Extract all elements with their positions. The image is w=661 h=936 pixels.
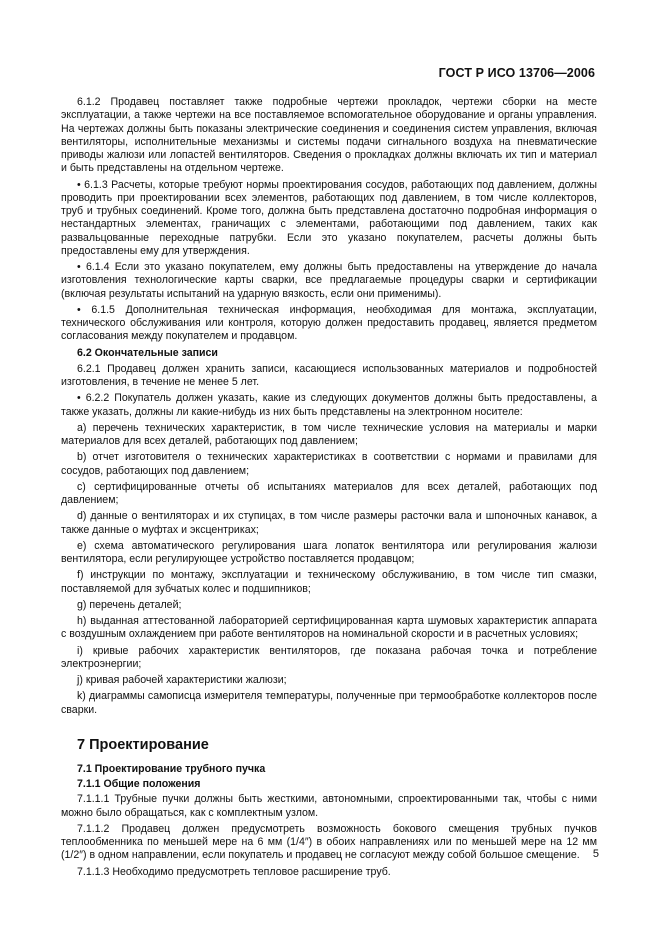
paragraph-6-1-4: • 6.1.4 Если это указано покупателем, ему должны быть предоставлены на утверждение до начала изготовления технологические карты сварки, все предлагаемые процедуры сварки и сертификации (включая результаты испытаний на ударную вязкость, если они применимы). [61, 261, 597, 300]
paragraph-6-1-2: 6.1.2 Продавец поставляет также подробные чертежи прокладок, чертежи сборки на месте эксплуатации, а также чертежи на все поставляемое вспомогательное оборудование и органы управления. На чертежах должны быть показаны электрические соединения и соединения систем управления, включая вентиляторы, исполнительные механизмы и системы подачи сигнального воздуха на пневматические приводы жалюзи или лопастей вентиляторов. Сведения о прокладках должны включать их тип и материал и быть представлены на отдельном чертеже. [61, 96, 597, 175]
heading-7-1: 7.1 Проектирование трубного пучка [77, 762, 266, 775]
list-item-e: e) схема автоматического регулирования шага лопаток вентилятора или регулирования жалюзи вентилятора, если регулирующее устройство поставляется продавцом; [61, 539, 597, 565]
paragraph-6-2-2: • 6.2.2 Покупатель должен указать, какие из следующих документов должны быть предоставлены, а также указать, должны ли какие-нибудь из них быть представлены на электронном носителе: [61, 392, 597, 418]
page-number: 5 [592, 848, 599, 860]
list-item-a: а) перечень технических характеристик, в том числе технические условия на материалы и марки материалов для всех деталей, работающих под давлением; [61, 421, 597, 447]
list-item-j: j) кривая рабочей характеристики жалюзи; [77, 674, 287, 686]
list-item-g: g) перечень деталей; [77, 598, 182, 611]
list-item-b: b) отчет изготовителя о технических характеристиках в соответствии с нормами и правилами для сосудов, работающих под давлением; [61, 451, 597, 477]
document-body [61, 96, 597, 882]
heading-6-2: 6.2 Окончательные записи [77, 346, 218, 359]
paragraph-7-1-1-3: 7.1.1.3 Необходимо предусмотреть тепловое расширение труб. [77, 865, 391, 878]
paragraph-6-2-1: 6.2.1 Продавец должен хранить записи, касающиеся использованных материалов и подробностей изготовления, в течение не менее 5 лет. [61, 362, 597, 388]
paragraph-6-1-5: • 6.1.5 Дополнительная техническая информация, необходимая для монтажа, эксплуатации, технического обслуживания или контроля, которую должен предоставить продавец, является предметом согласования между покупателем и продавцом. [61, 303, 597, 343]
list-item-c: c) сертифицированные отчеты об испытаниях материалов для всех деталей, работающих под давлением; [61, 480, 597, 506]
list-item-k: k) диаграммы самописца измерителя температуры, полученные при термообработке коллекторов после сварки. [61, 690, 597, 716]
heading-section-7: 7 Проектирование [77, 736, 209, 753]
paragraph-7-1-1-2: 7.1.1.2 Продавец должен предусмотреть возможность бокового смещения трубных пучков теплообменника по меньшей мере на 6 мм (1/4″) в обоих направлениях или по меньшей мере на 12 мм (1/2″) в одном направлении, если покупатель и продавец не согласуют между собой большое смещение. [61, 822, 597, 862]
paragraph-7-1-1-1: 7.1.1.1 Трубные пучки должны быть жесткими, автономными, спроектированными так, чтобы с ними можно было обращаться, как с комплектным узлом. [61, 793, 597, 819]
document-header: ГОСТ Р ИСО 13706—2006 [438, 66, 595, 80]
list-item-d: d) данные о вентиляторах и их ступицах, в том числе размеры расточки вала и шпоночных канавок, а также данные о муфтах и эксцентриках; [61, 510, 597, 536]
list-item-f: f) инструкции по монтажу, эксплуатации и техническому обслуживанию, в том числе тип смазки, поставляемой для зубчатых колес и подшипников; [61, 569, 597, 595]
list-item-h: h) выданная аттестованной лабораторией сертифицированная карта шумовых характеристик аппарата с воздушным охлаждением при работе вентиляторов на номинальной скорости и в расчетных условиях; [61, 615, 597, 641]
list-item-i: i) кривые рабочих характеристик вентиляторов, где показана рабочая точка и потребление электроэнергии; [61, 644, 597, 670]
heading-7-1-1: 7.1.1 Общие положения [77, 778, 201, 790]
paragraph-6-1-3: • 6.1.3 Расчеты, которые требуют нормы проектирования сосудов, работающих под давлением, должны проводить при проектировании всех элементов, работающих под давлением, в том числе коллекторов, труб и трубных соединений. Кроме того, должна быть представлена достаточно подробная информация о нестандартных элементах, граничащих с элементами, работающими под давлением, таких как развальцованные переходные патрубки. Если это указано покупателем, расчеты должны быть предоставлены ему для утверждения. [61, 178, 597, 257]
